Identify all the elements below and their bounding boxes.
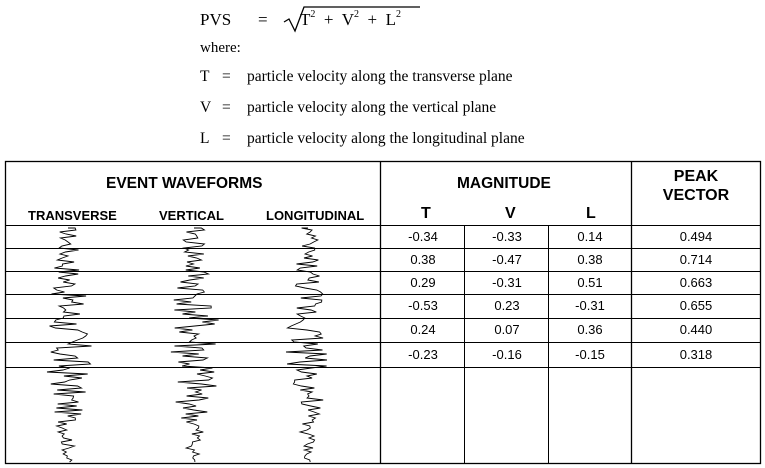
radicand-l-exponent: 2 xyxy=(395,9,401,21)
magnitude-l-cell: -0.31 xyxy=(575,298,605,313)
peak-vector-cell: 0.494 xyxy=(679,229,713,244)
magnitude-header: MAGNITUDE xyxy=(457,175,551,192)
radicand-l: L xyxy=(385,10,396,29)
col-transverse: TRANSVERSE xyxy=(28,208,117,223)
col-vertical: VERTICAL xyxy=(159,208,224,223)
peak-vector-cell: 0.440 xyxy=(679,322,713,337)
longitudinal-waveform xyxy=(286,228,327,462)
peak-vector-cell: 0.714 xyxy=(679,252,713,267)
definition-equals: = xyxy=(222,99,231,116)
peak-vector-cell: 0.318 xyxy=(679,347,713,362)
radicand-t-exponent: 2 xyxy=(310,9,316,21)
peak-header-line2: VECTOR xyxy=(662,187,730,204)
radicand-plus-2: + xyxy=(367,10,378,29)
definition-equals: = xyxy=(222,68,231,85)
formula-lhs: PVS xyxy=(200,10,232,29)
magnitude-v-cell: 0.23 xyxy=(494,298,520,313)
magnitude-t-cell: 0.38 xyxy=(410,252,436,267)
definition-text: particle velocity along the transverse plane xyxy=(247,68,513,85)
waveforms-header: EVENT WAVEFORMS xyxy=(106,175,263,192)
definition-symbol: V xyxy=(200,99,212,116)
vertical-waveform xyxy=(171,228,219,462)
magnitude-t-cell: -0.53 xyxy=(408,298,438,313)
col-longitudinal: LONGITUDINAL xyxy=(266,208,365,223)
magnitude-t-cell: -0.34 xyxy=(408,229,438,244)
magnitude-v-cell: -0.16 xyxy=(492,347,522,362)
definition-symbol: L xyxy=(200,130,210,147)
magnitude-l-cell: 0.36 xyxy=(577,322,603,337)
radicand-v: V xyxy=(341,10,354,29)
magnitude-l-cell: 0.51 xyxy=(577,275,603,290)
transverse-waveform xyxy=(47,228,92,462)
magnitude-v-cell: -0.33 xyxy=(492,229,522,244)
formula-equals: = xyxy=(258,10,268,29)
magnitude-v-cell: 0.07 xyxy=(494,322,520,337)
radicand-v-exponent: 2 xyxy=(353,9,359,21)
col-l: L xyxy=(586,205,596,222)
definition-symbol: T xyxy=(200,68,210,85)
magnitude-v-cell: -0.31 xyxy=(492,275,522,290)
radicand-plus-1: + xyxy=(323,10,334,29)
peak-vector-cell: 0.655 xyxy=(679,298,713,313)
magnitude-l-cell: 0.38 xyxy=(577,252,603,267)
magnitude-l-cell: -0.15 xyxy=(575,347,605,362)
where-label: where: xyxy=(200,40,241,56)
col-t: T xyxy=(421,205,431,222)
magnitude-t-cell: 0.24 xyxy=(410,322,436,337)
magnitude-v-cell: -0.47 xyxy=(492,252,522,267)
magnitude-l-cell: 0.14 xyxy=(577,229,603,244)
peak-header-line1: PEAK xyxy=(673,168,719,185)
definition-text: particle velocity along the vertical plane xyxy=(247,99,497,116)
magnitude-t-cell: 0.29 xyxy=(410,275,436,290)
peak-vector-cell: 0.663 xyxy=(679,275,713,290)
radicand-t: T xyxy=(300,10,311,29)
definition-equals: = xyxy=(222,130,231,147)
definition-text: particle velocity along the longitudinal plane xyxy=(247,130,525,147)
magnitude-t-cell: -0.23 xyxy=(408,347,438,362)
event-waveforms xyxy=(47,228,327,462)
col-v: V xyxy=(505,205,516,222)
